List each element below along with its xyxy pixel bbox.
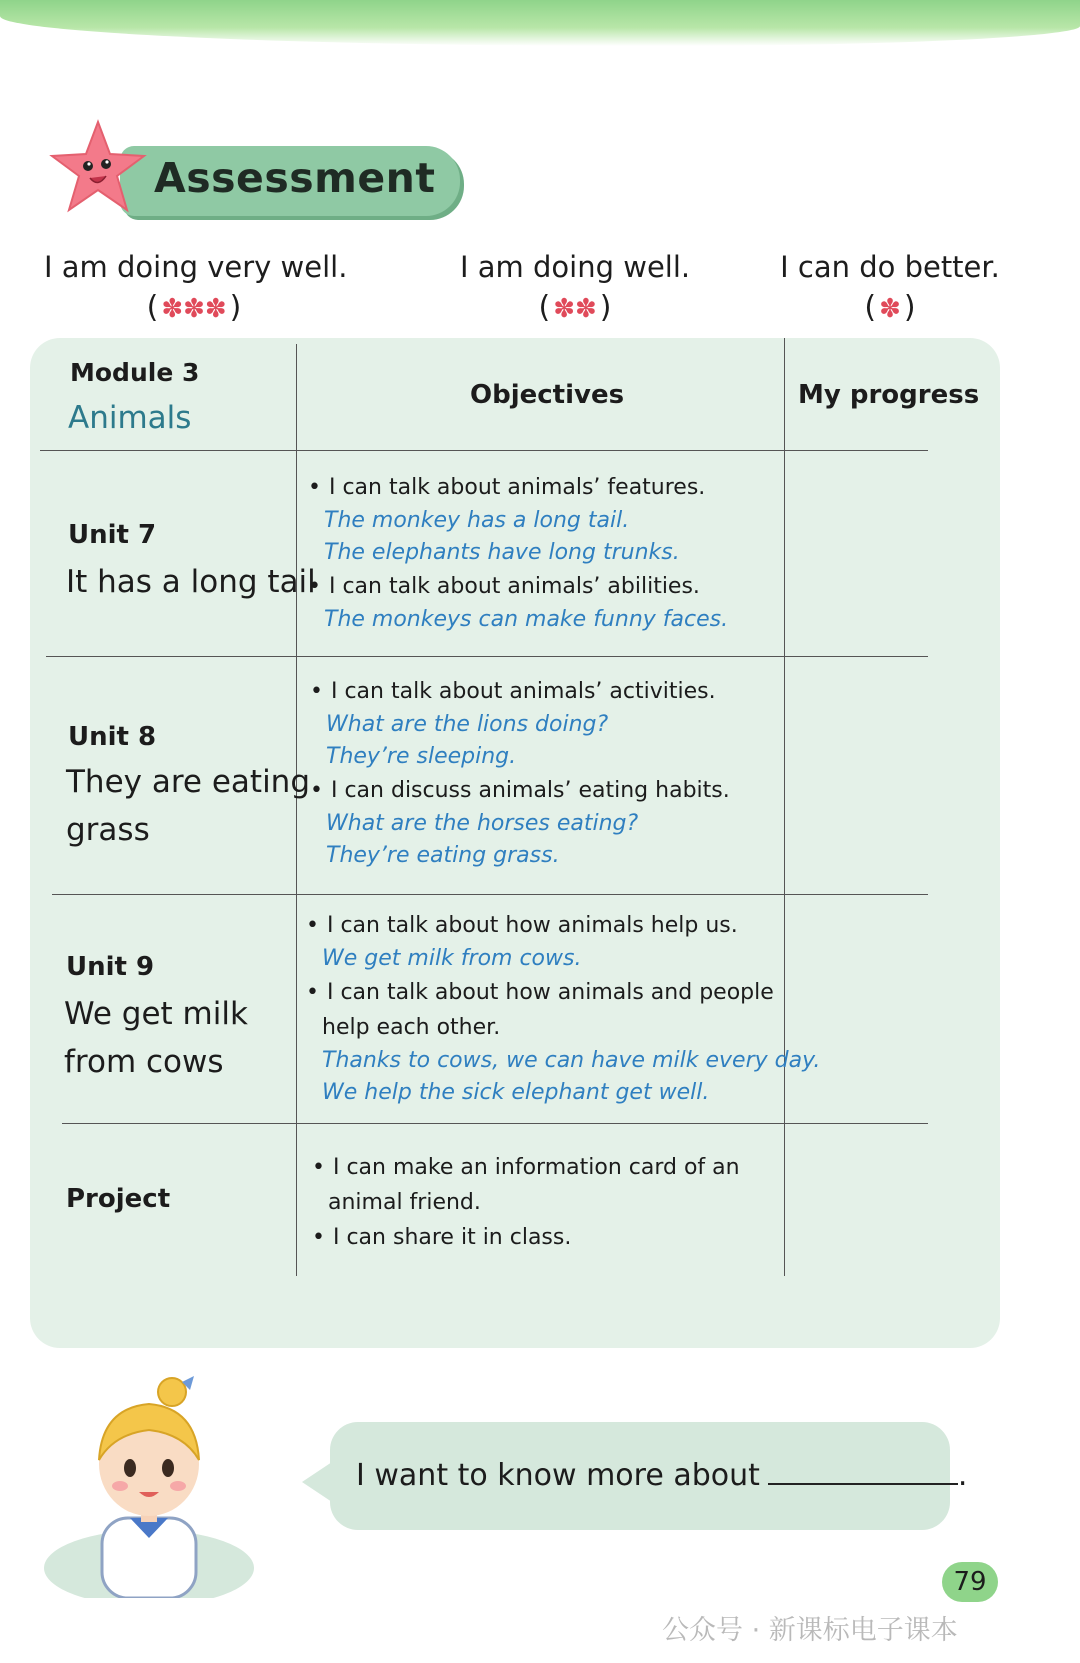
legend-well [460, 250, 690, 325]
objective-item: • I can talk about animals’ features. [308, 470, 728, 505]
objective-item-continued: animal friend. [328, 1190, 481, 1215]
watermark-text: 公众号 · 新课标电子课本 [662, 1615, 958, 1646]
example-sentence: We get milk from cows. [322, 946, 582, 971]
assessment-table [30, 338, 1000, 1348]
example-sentence: Thanks to cows, we can have milk every day. [322, 1048, 821, 1073]
example-sentence: They’re eating grass. [326, 843, 560, 868]
legend-text: I am doing very well. [44, 250, 348, 284]
legend-better [780, 250, 1000, 325]
objectives-list [308, 470, 728, 636]
legend-close-paren: ) [903, 290, 916, 325]
example-sentence: The monkey has a long tail. [324, 508, 630, 533]
example-sentence: They’re sleeping. [326, 744, 517, 769]
legend-close-paren: ) [229, 290, 242, 325]
top-decor-band [0, 0, 1080, 46]
objective-item: • I can talk about how animals and people [306, 975, 820, 1010]
legend-stars [44, 290, 344, 325]
legend-text: I am doing well. [460, 250, 691, 284]
table-divider [784, 338, 785, 1276]
objective-item-continued: help each other. [322, 1015, 501, 1040]
objectives-list [310, 674, 730, 872]
legend-open-paren: ( [538, 290, 551, 325]
table-divider [62, 1123, 928, 1124]
table-divider [52, 894, 928, 895]
unit-label: Unit 9 [66, 952, 155, 982]
unit-title-line: grass [66, 812, 150, 848]
girl-character-illustration [44, 1368, 254, 1598]
legend-text: I can do better. [780, 250, 1000, 284]
example-sentence: We help the sick elephant get well. [322, 1080, 710, 1105]
unit-label: Unit 7 [68, 520, 157, 550]
example-sentence: The monkeys can make funny faces. [324, 607, 729, 632]
legend-stars [780, 290, 1000, 325]
unit-title-line: from cows [64, 1044, 224, 1080]
bubble-prompt: I want to know more about [356, 1458, 760, 1493]
unit-title-line: We get milk [64, 996, 248, 1032]
module-label: Module 3 [70, 358, 200, 387]
objective-item: • I can talk about animals’ activities. [310, 674, 730, 709]
project-label: Project [66, 1184, 171, 1214]
speech-bubble-text [356, 1458, 967, 1493]
flower-rating-icon: ✽✽✽ [161, 294, 227, 324]
objectives-header: Objectives [470, 380, 625, 410]
table-divider [46, 656, 928, 657]
flower-rating-icon: ✽ [879, 294, 901, 324]
objective-item: • I can discuss animals’ eating habits. [310, 773, 730, 808]
example-sentence: The elephants have long trunks. [324, 540, 680, 565]
example-sentence: What are the lions doing? [326, 712, 609, 737]
unit-title: It has a long tail [66, 564, 316, 600]
legend-very-well [44, 250, 348, 325]
fill-in-blank[interactable] [768, 1459, 958, 1485]
speech-bubble-tail [302, 1462, 332, 1502]
unit-title [66, 758, 310, 854]
table-divider [40, 450, 928, 451]
objectives-list [312, 1150, 740, 1255]
page-number: 79 [942, 1562, 998, 1602]
page-title: Assessment [154, 154, 436, 202]
unit-label: Unit 8 [68, 722, 157, 752]
objectives-list [306, 908, 820, 1109]
objective-item: • I can talk about animals’ abilities. [308, 569, 728, 604]
objective-item: • I can share it in class. [312, 1220, 740, 1255]
unit-title-line: They are eating [66, 764, 311, 800]
bubble-period: . [957, 1458, 968, 1493]
objective-item: • I can make an information card of an [312, 1150, 740, 1185]
star-mascot-icon [48, 118, 148, 218]
my-progress-header: My progress [798, 380, 980, 410]
legend-close-paren: ) [599, 290, 612, 325]
unit-title [64, 990, 248, 1086]
objective-item: • I can talk about how animals help us. [306, 908, 820, 943]
module-name: Animals [68, 400, 192, 436]
assessment-table-panel [30, 338, 1000, 1348]
legend-stars [460, 290, 690, 325]
legend-open-paren: ( [146, 290, 159, 325]
legend-open-paren: ( [864, 290, 877, 325]
example-sentence: What are the horses eating? [326, 811, 639, 836]
flower-rating-icon: ✽✽ [553, 294, 597, 324]
assessment-title-banner [48, 118, 436, 228]
